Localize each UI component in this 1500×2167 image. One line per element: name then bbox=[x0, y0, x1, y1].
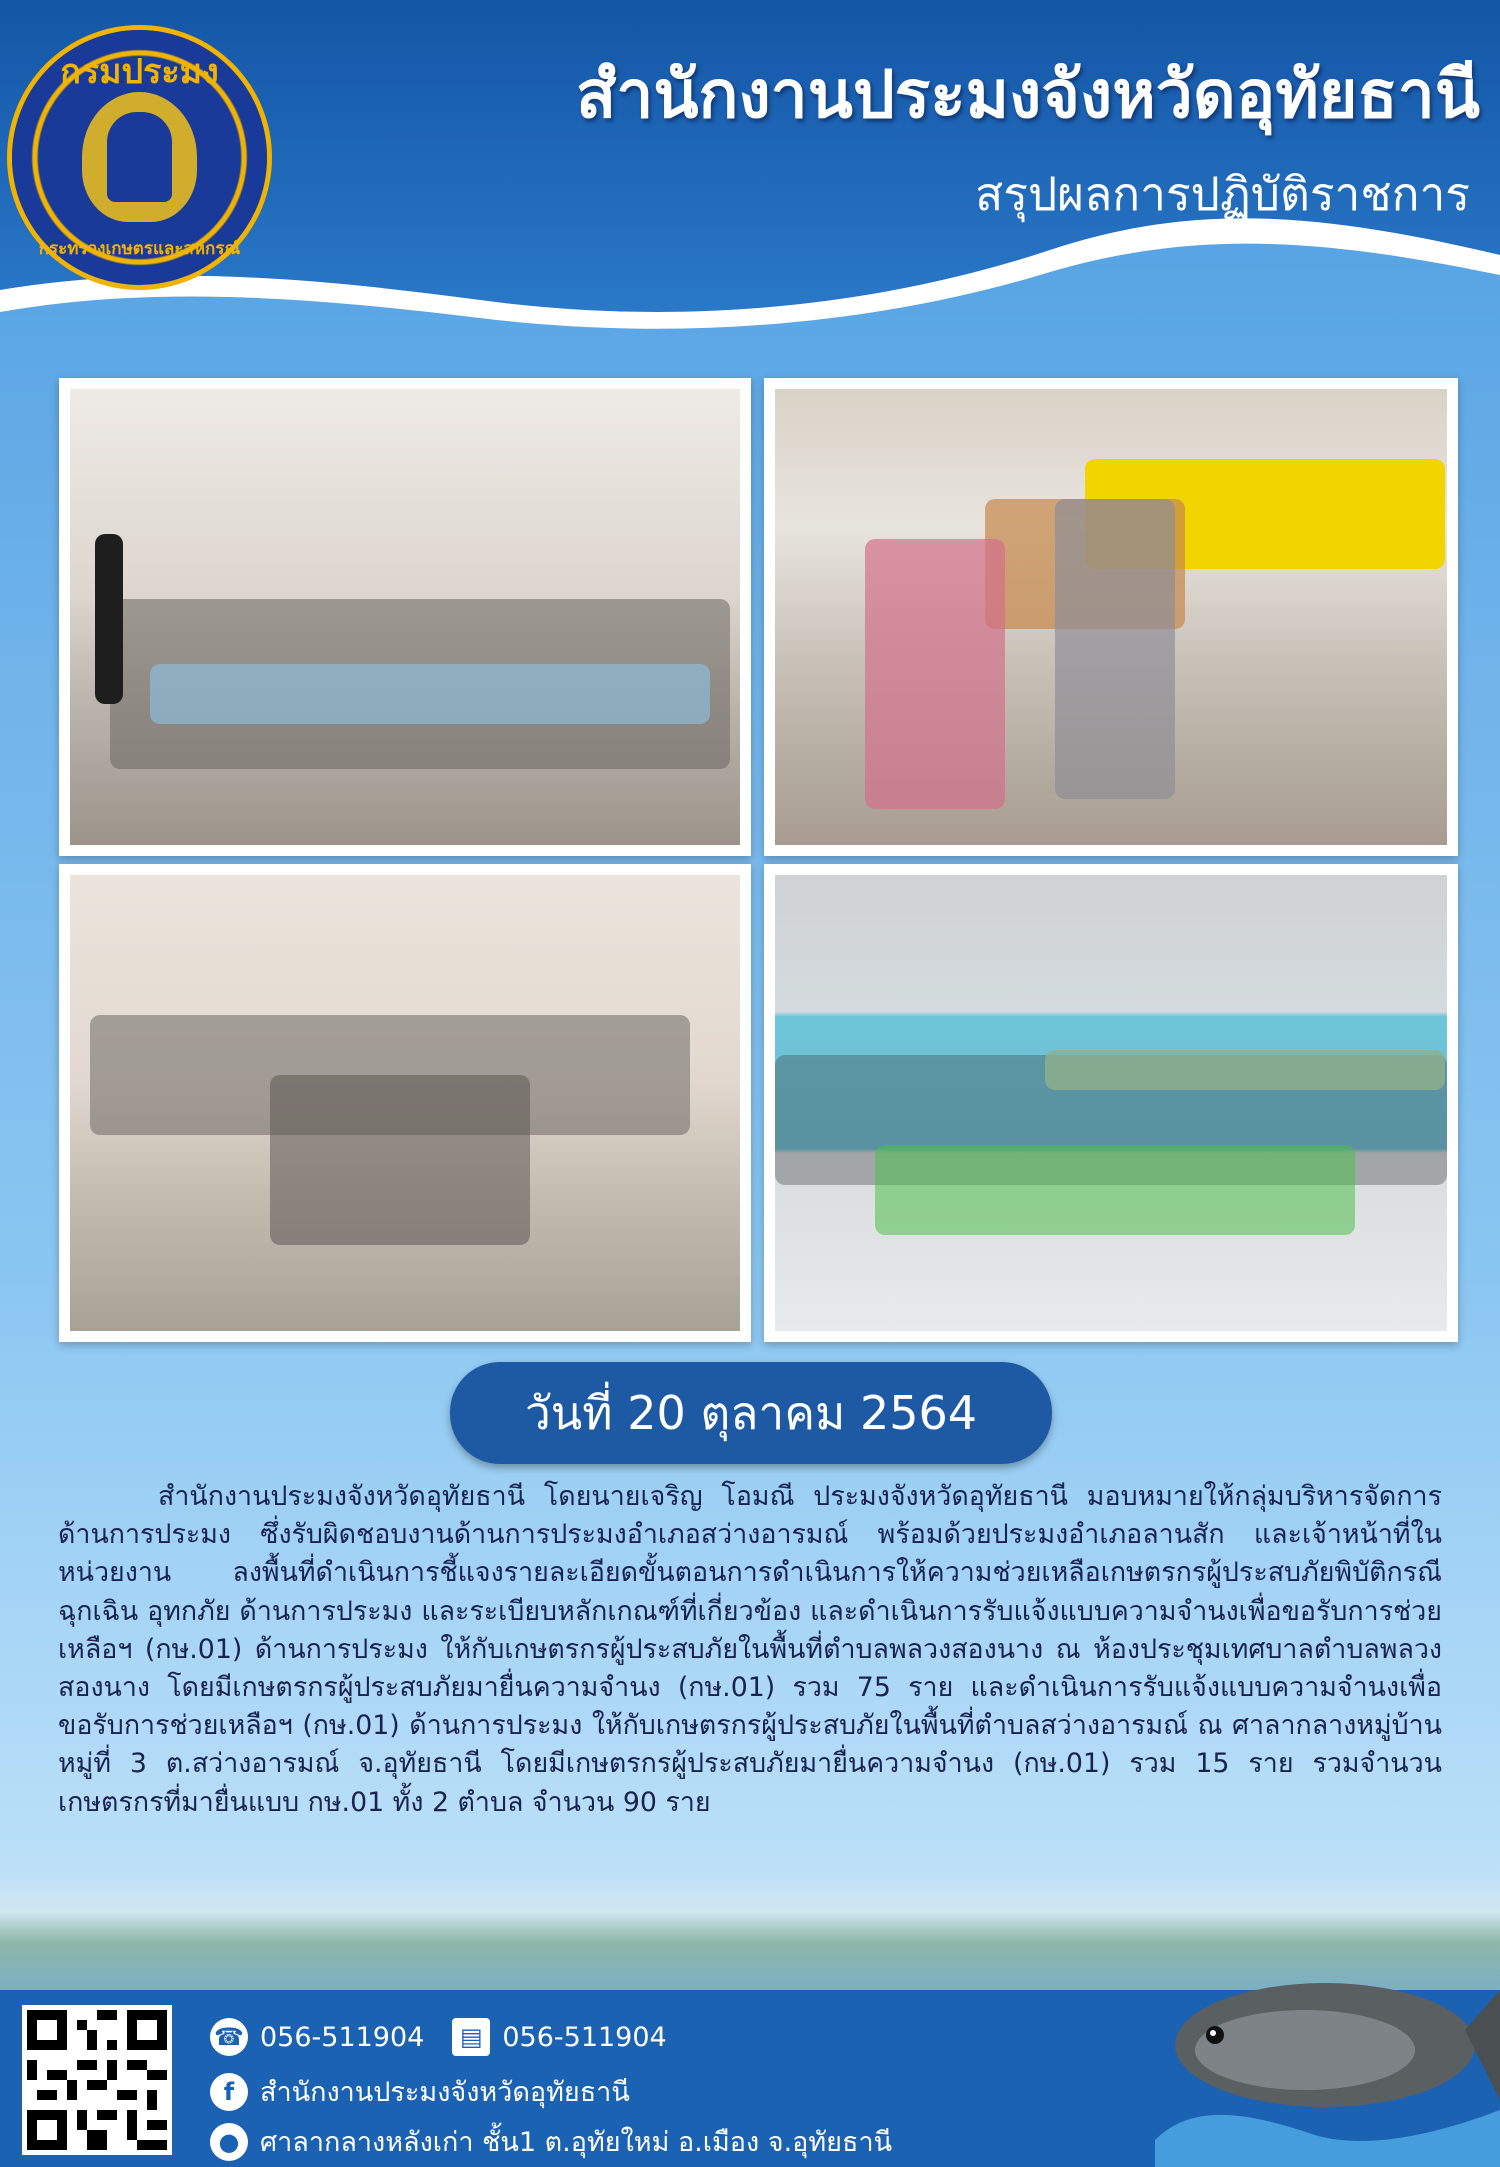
gourami-fish-icon bbox=[1135, 1950, 1500, 2167]
department-of-fisheries-logo bbox=[12, 30, 267, 285]
facebook-icon: f bbox=[210, 2073, 248, 2111]
qr-code[interactable] bbox=[22, 2005, 172, 2155]
fax-number[interactable]: 056-511904 bbox=[502, 2021, 667, 2053]
report-body-text: สำนักงานประมงจังหวัดอุทัยธานี โดยนายเจริญ โอมณี ประมงจังหวัดอุทัยธานี มอบหมายให้กลุ่มบริหารจัดการด้านการประมง ซึ่งรับผิดชอบงานด้านการประมงอำเภอสว่างอารมณ์ พร้อมด้วยประมงอำเภอลานสัก และเจ้าหน้าที่ในหน่วยงาน ลงพื้นที่ดำเนินการชี้แจงรายละเอียดขั้นตอนการดำเนินการให้ความช่วยเหลือเกษตรกรผู้ประสบภัยพิบัติกรณีฉุกเฉิน อุทกภัย ด้านการประมง และระเบียบหลักเกณฑ์ที่เกี่ยวข้อง และดำเนินการรับแจ้งแบบความจำนงเพื่อขอรับการช่วยเหลือฯ (กษ.01) ด้านการประมง ให้กับเกษตรกรผู้ประสบภัยในพื้นที่ตำบลพลวงสองนาง ณ ห้องประชุมเทศบาลตำบลพลวงสองนาง โดยมีเกษตรกรผู้ประสบภัยมายื่นความจำนง (กษ.01) รวม 75 ราย และดำเนินการรับแจ้งแบบความจำนงเพื่อขอรับการช่วยเหลือฯ (กษ.01) ด้านการประมง ให้กับเกษตรกรผู้ประสบภัยในพื้นที่ตำบลสว่างอารมณ์ ณ ศาลากลางหมู่บ้าน หมู่ที่ 3 ต.สว่างอารมณ์ จ.อุทัยธานี โดยมีเกษตรกรผู้ประสบภัยมายื่นความจำนง (กษ.01) รวม 15 ราย รวมจำนวนเกษตรกรที่มายื่นแบบ กษ.01 ทั้ง 2 ตำบล จำนวน 90 ราย bbox=[58, 1481, 1442, 1818]
office-address: ศาลากลางหลังเก่า ชั้น1 ต.อุทัยใหม่ อ.เมือง จ.อุทัยธานี bbox=[260, 2127, 893, 2158]
logo-bottom-text: กระทรวงเกษตรและสหกรณ์ bbox=[38, 239, 241, 259]
logo-top-text: กรมประมง bbox=[60, 52, 219, 92]
qr-code-icon bbox=[27, 2010, 167, 2150]
date-label: วันที่ 20 ตุลาคม 2564 bbox=[450, 1362, 1052, 1464]
footer-facebook-row bbox=[210, 2070, 630, 2113]
fax-icon: ▤ bbox=[452, 2018, 490, 2056]
photo-meeting-room-crowd bbox=[59, 864, 751, 1342]
office-title: สำนักงานประมงจังหวัดอุทัยธานี bbox=[576, 56, 1480, 133]
phone-number[interactable]: 056-511904 bbox=[260, 2021, 425, 2053]
report-subtitle: สรุปผลการปฏิบัติราชการ bbox=[975, 167, 1470, 221]
facebook-page-name[interactable]: สำนักงานประมงจังหวัดอุทัยธานี bbox=[260, 2077, 630, 2108]
photo-registration-at-tables bbox=[764, 378, 1458, 856]
logo-deity-icon bbox=[107, 112, 172, 202]
footer-phone-row bbox=[210, 2018, 667, 2056]
footer-address-row bbox=[210, 2120, 892, 2163]
header-banner bbox=[0, 0, 1500, 330]
phone-icon: ☎ bbox=[210, 2018, 248, 2056]
photo-meeting-room-briefing bbox=[59, 378, 751, 856]
photo-village-hall-meeting bbox=[764, 864, 1458, 1342]
location-pin-icon: ● bbox=[210, 2123, 248, 2161]
